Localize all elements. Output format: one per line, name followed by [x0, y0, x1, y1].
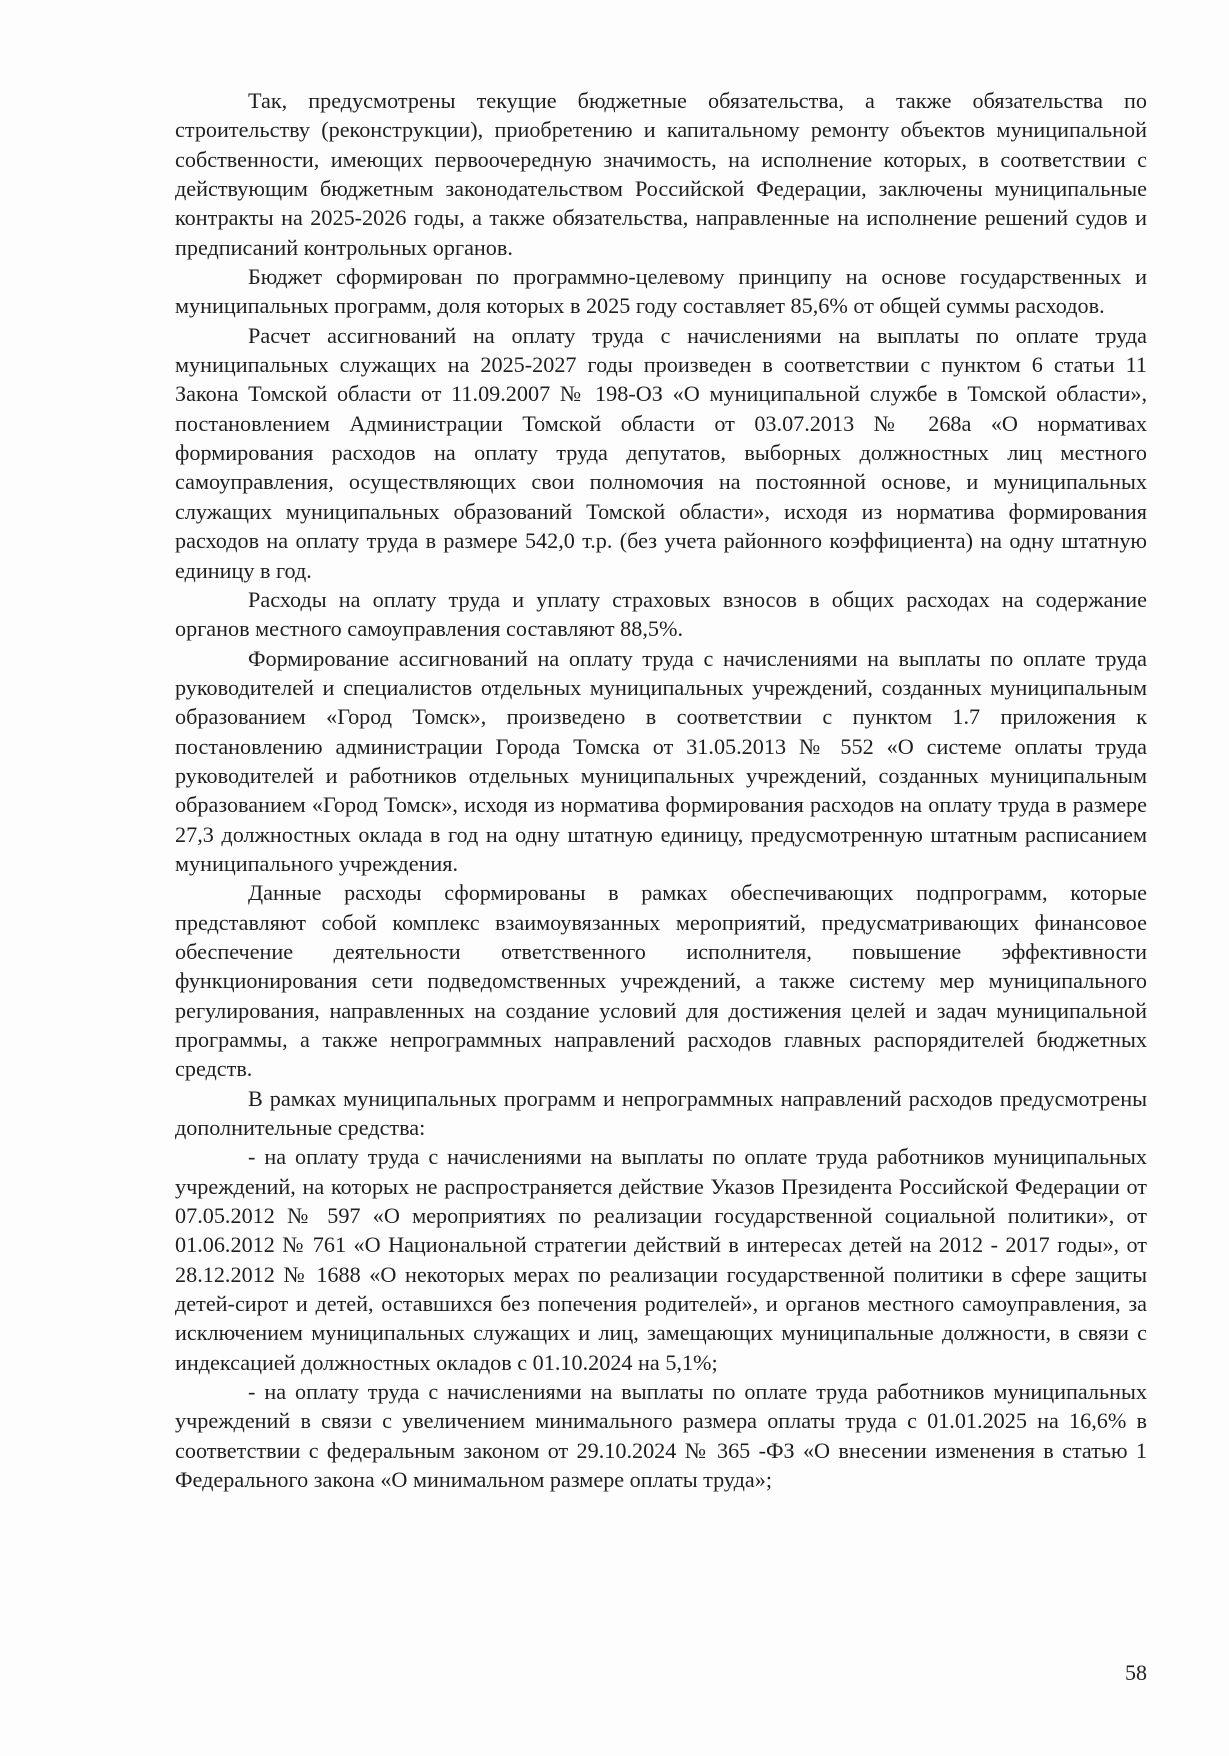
paragraph-municipal-servants-pay: Расчет ассигнований на оплату труда с начислениями на выплаты по оплате труда муниципальных служащих на 2025-2027 годы произведен в соответствии с пунктом 6 статьи 11 Закона Томской области от 11.09.2007 № 198-ОЗ «О муниципальной службе в Томской области», постановлением Администрации Томской области от 03.07.2013 № 268а «О нормативах формирования расходов на оплату труда депутатов, выборных должностных лиц местного самоуправления, осуществляющих свои полномочия на постоянной основе, и муниципальных служащих муниципальных образований Томской области», исходя из норматива формирования расходов на оплату труда в размере 542,0 т.р. (без учета районного коэффициента) на одну штатную единицу в год. [175, 322, 1147, 583]
document-body [175, 86, 1147, 1495]
list-item-minimum-wage: - на оплату труда с начислениями на выплаты по оплате труда работников муниципальных учреждений в связи с увеличением минимального размера оплаты труда с 01.01.2025 на 16,6% в соответствии с федеральным законом от 29.10.2024 № 365 -ФЗ «О внесении изменения в статью 1 Федерального закона «О минимальном размере оплаты труда»; [175, 1379, 1147, 1493]
paragraph-supporting-subprograms: Данные расходы сформированы в рамках обеспечивающих подпрограмм, которые представляют собой комплекс взаимоувязанных мероприятий, предусматривающих финансовое обеспечение деятельности ответственного исполнителя, повышение эффективности функционирования сети подведомственных учреждений, а также систему мер муниципального регулирования, направленных на создание условий для достижения целей и задач муниципальной программы, а также непрограммных направлений расходов главных распорядителей бюджетных средств. [175, 880, 1147, 1082]
paragraph-institution-managers-pay: Формирование ассигнований на оплату труда с начислениями на выплаты по оплате труда руководителей и специалистов отдельных муниципальных учреждений, созданных муниципальным образованием «Город Томск», произведено в соответствии с пунктом 1.7 приложения к постановлению администрации Города Томска от 31.05.2013 № 552 «О системе оплаты труда руководителей и работников отдельных муниципальных учреждений, созданных муниципальным образованием «Город Томск», исходя из норматива формирования расходов на оплату труда в размере 27,3 должностных оклада в год на одну штатную единицу, предусмотренную штатным расписанием муниципального учреждения. [175, 645, 1147, 876]
page-number: 58 [1125, 1660, 1147, 1685]
list-item-salary-indexation: - на оплату труда с начислениями на выплаты по оплате труда работников муниципальных учреждений, на которых не распространяется действие Указов Президента Российской Федерации от 07.05.2012 № 597 «О мероприятиях по реализации государственной социальной политики», от 01.06.2012 № 761 «О Национальной стратегии действий в интересах детей на 2012 - 2017 годы», от 28.12.2012 № 1688 «О некоторых мерах по реализации государственной политики в сфере защиты детей-сирот и детей, оставшихся без попечения родителей», и органов местного самоуправления, за исключением муниципальных служащих и лиц, замещающих муниципальные должности, в связи с индексацией должностных окладов с 01.10.2024 на 5,1%; [175, 1144, 1147, 1375]
paragraph-additional-funds-intro: В рамках муниципальных программ и непрограммных направлений расходов предусмотрены дополнительные средства: [175, 1085, 1147, 1141]
paragraph-program-principle: Бюджет сформирован по программно-целевому принципу на основе государственных и муниципальных программ, доля которых в 2025 году составляет 85,6% от общей суммы расходов. [175, 264, 1147, 319]
paragraph-budget-obligations: Так, предусмотрены текущие бюджетные обязательства, а также обязательства по строительству (реконструкции), приобретению и капитальному ремонту объектов муниципальной собственности, имеющих первоочередную значимость, на исполнение которых, в соответствии с действующим бюджетным законодательством Российской Федерации, заключены муниципальные контракты на 2025-2026 годы, а также обязательства, направленные на исполнение решений судов и предписаний контрольных органов. [175, 88, 1147, 260]
paragraph-labor-costs-share: Расходы на оплату труда и уплату страховых взносов в общих расходах на содержание органов местного самоуправления составляют 88,5%. [175, 586, 1147, 642]
